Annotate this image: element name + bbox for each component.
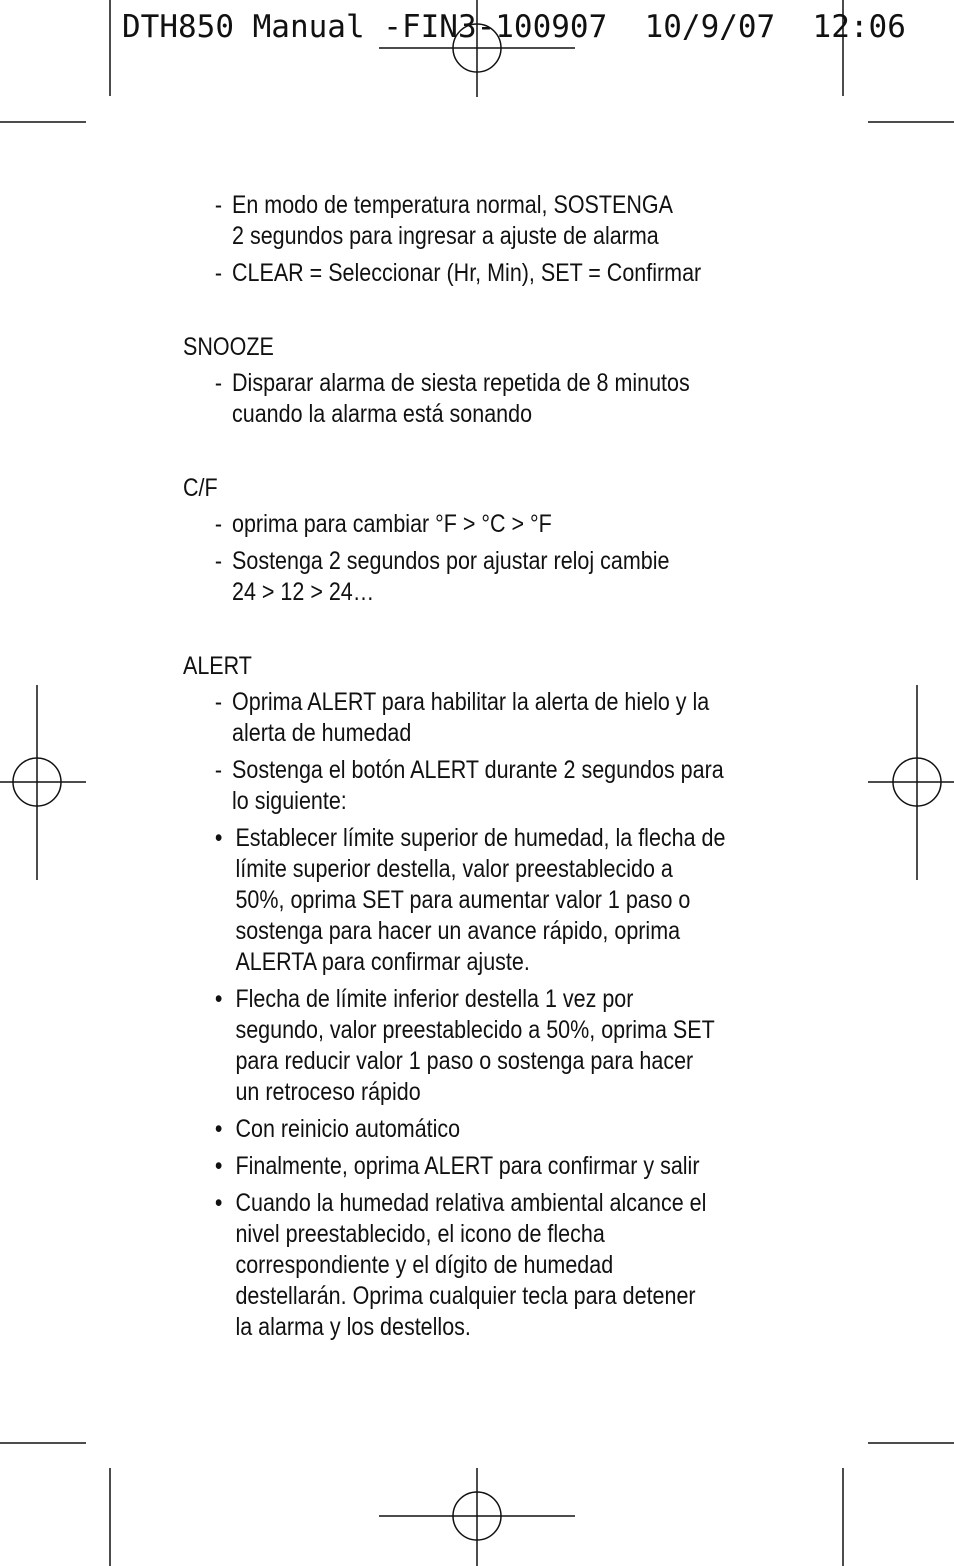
dash-item: [183, 190, 783, 252]
item-text-line: un retroceso rápido: [235, 1078, 421, 1106]
bullet-item: [183, 823, 783, 978]
item-text-line: para reducir valor 1 paso o sostenga para hacer: [235, 1047, 694, 1075]
dash-marker: -: [214, 756, 222, 784]
item-text-line: la alarma y los destellos.: [235, 1313, 471, 1341]
bullet-marker: •: [214, 985, 223, 1013]
item-text-line: Flecha de límite inferior destella 1 vez por: [235, 985, 634, 1013]
alarm-setting-section: [183, 190, 783, 289]
dash-marker: -: [214, 547, 222, 575]
item-text-line: sostenga para hacer un avance rápido, oprima: [235, 917, 681, 945]
item-text-line: Oprima ALERT para habilitar la alerta de hielo y la: [232, 688, 710, 716]
bullet-marker: •: [214, 1189, 223, 1217]
item-text-line: ALERTA para confirmar ajuste.: [235, 948, 530, 976]
item-text-line: 24 > 12 > 24…: [232, 578, 375, 606]
section-c-f: [183, 473, 783, 608]
bullet-item: [183, 1151, 783, 1182]
dash-marker: -: [214, 369, 222, 397]
item-text-line: En modo de temperatura normal, SOSTENGA: [232, 191, 673, 219]
manual-page-content: [183, 190, 726, 1386]
bullet-marker: •: [214, 824, 223, 852]
dash-item: [183, 546, 783, 608]
dash-item: [183, 687, 783, 749]
dash-marker: -: [214, 259, 222, 287]
print-slug-line: DTH850 Manual -FIN3-100907 10/9/07 12:06: [122, 9, 906, 45]
section-heading: SNOOZE: [183, 333, 274, 361]
dash-marker: -: [214, 510, 222, 538]
item-text-line: oprima para cambiar °F > °C > °F: [232, 510, 552, 538]
item-text-line: límite superior destella, valor preestablecido a: [235, 855, 673, 883]
registration-mark-left: [0, 685, 86, 880]
bullet-marker: •: [214, 1115, 223, 1143]
section-alert: [183, 651, 783, 1343]
item-text-line: correspondiente y el dígito de humedad: [235, 1251, 614, 1279]
bullet-item: [183, 984, 783, 1108]
bullet-item: [183, 1114, 783, 1145]
registration-mark-bottom: [379, 1468, 575, 1566]
item-text-line: Disparar alarma de siesta repetida de 8 minutos: [232, 369, 690, 397]
item-text-line: lo siguiente:: [232, 787, 347, 815]
item-text-line: Finalmente, oprima ALERT para confirmar y salir: [235, 1152, 700, 1180]
dash-marker: -: [214, 191, 222, 219]
section-heading: C/F: [183, 474, 218, 502]
bullet-item: [183, 1188, 783, 1343]
item-text-line: segundo, valor preestablecido a 50%, oprima SET: [235, 1016, 715, 1044]
dash-marker: -: [214, 688, 222, 716]
bullet-marker: •: [214, 1152, 223, 1180]
item-text-line: Cuando la humedad relativa ambiental alcance el: [235, 1189, 707, 1217]
item-text-line: CLEAR = Seleccionar (Hr, Min), SET = Confirmar: [232, 259, 702, 287]
dash-item: [183, 368, 783, 430]
item-text-line: Establecer límite superior de humedad, la flecha de: [235, 824, 726, 852]
item-text-line: nivel preestablecido, el icono de flecha: [235, 1220, 605, 1248]
dash-item: [183, 509, 783, 540]
item-text-line: alerta de humedad: [232, 719, 412, 747]
item-text-line: cuando la alarma está sonando: [232, 400, 533, 428]
dash-item: [183, 755, 783, 817]
section-heading: ALERT: [183, 652, 252, 680]
item-text-line: 50%, oprima SET para aumentar valor 1 paso o: [235, 886, 691, 914]
dash-item: [183, 258, 783, 289]
registration-mark-right: [868, 685, 954, 880]
item-text-line: destellarán. Oprima cualquier tecla para detener: [235, 1282, 696, 1310]
item-text-line: Sostenga 2 segundos por ajustar reloj cambie: [232, 547, 670, 575]
section-snooze: [183, 332, 783, 430]
item-text-line: Sostenga el botón ALERT durante 2 segundos para: [232, 756, 724, 784]
item-text-line: Con reinicio automático: [235, 1115, 461, 1143]
item-text-line: 2 segundos para ingresar a ajuste de alarma: [232, 222, 659, 250]
